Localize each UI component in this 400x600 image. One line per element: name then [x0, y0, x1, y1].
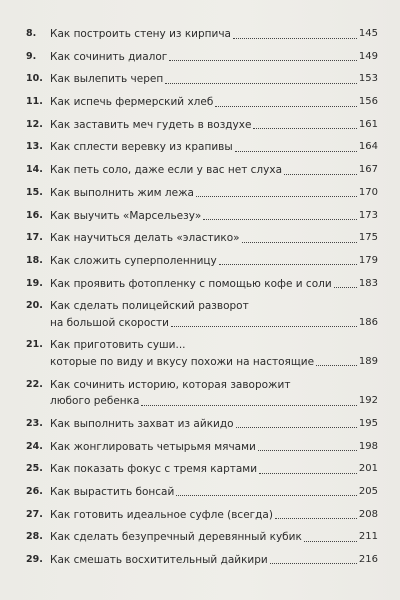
- entry-number: 21.: [26, 339, 43, 351]
- page-number: 201: [358, 463, 378, 475]
- entry-title: Как сочинить историю, которая заворожит: [50, 378, 291, 391]
- entry-number: 25.: [26, 463, 43, 475]
- toc-entry[interactable]: [26, 416, 378, 433]
- entry-title-line: [50, 26, 378, 43]
- entry-title-line: [50, 529, 378, 546]
- entry-title: Как петь соло, даже если у вас нет слуха: [50, 164, 283, 177]
- toc-entry[interactable]: [26, 529, 378, 546]
- toc-entry[interactable]: [26, 377, 378, 410]
- dot-leader: [141, 404, 356, 406]
- dot-leader: [165, 82, 357, 84]
- toc-entry[interactable]: [26, 71, 378, 88]
- page-number: 179: [358, 254, 378, 266]
- entry-number: 28.: [26, 531, 43, 543]
- entry-title: Как сплести веревку из крапивы: [50, 141, 233, 154]
- toc-entry[interactable]: [26, 185, 378, 202]
- page-number: 183: [358, 277, 378, 289]
- page-number: 205: [358, 485, 378, 497]
- entry-number: 17.: [26, 232, 43, 244]
- entry-number: 9.: [26, 50, 37, 62]
- page-number: 161: [358, 118, 378, 130]
- entry-title-line: [50, 94, 378, 111]
- entry-title: Как научиться делать «эластико»: [50, 232, 240, 245]
- entry-body: [50, 49, 378, 66]
- entry-body: [50, 377, 378, 410]
- entry-number: 15.: [26, 186, 43, 198]
- entry-body: [50, 507, 378, 524]
- toc-entry[interactable]: [26, 337, 378, 370]
- entry-title-line: [50, 117, 378, 134]
- entry-body: [50, 439, 378, 456]
- entry-title: Как сделать полицейский разворот: [50, 300, 249, 313]
- page-number: 167: [358, 164, 378, 176]
- entry-number: 12.: [26, 118, 43, 130]
- entry-body: [50, 139, 378, 156]
- toc-entry[interactable]: [26, 117, 378, 134]
- toc-entry[interactable]: [26, 298, 378, 331]
- entry-title: Как готовить идеальное суфле (всегда): [50, 508, 273, 521]
- entry-title: Как построить стену из кирпича: [50, 28, 231, 40]
- entry-title: Как смешать восхитительный дайкири: [50, 553, 268, 566]
- dot-leader: [235, 150, 357, 152]
- entry-body: [50, 185, 378, 202]
- entry-title-line: [50, 298, 378, 315]
- dot-leader: [242, 241, 357, 243]
- page-number: 173: [358, 209, 378, 221]
- toc-entry[interactable]: [26, 162, 378, 179]
- entry-title: Как вылепить череп: [50, 73, 164, 86]
- toc-entry[interactable]: [26, 230, 378, 247]
- dot-leader: [169, 59, 357, 61]
- toc-entry[interactable]: [26, 49, 378, 66]
- entry-title: Как жонглировать четырьмя мячами: [50, 440, 256, 453]
- dot-leader: [316, 364, 357, 366]
- entry-title-line: [50, 71, 378, 88]
- entry-title-line: [50, 230, 378, 247]
- entry-number: 27.: [26, 508, 43, 520]
- toc-entry[interactable]: [26, 94, 378, 111]
- entry-title-line: [50, 393, 378, 410]
- entry-number: 29.: [26, 553, 43, 565]
- page-number: 145: [358, 28, 378, 39]
- entry-number: 18.: [26, 254, 43, 266]
- page-number: 216: [358, 553, 378, 565]
- entry-title-line: [50, 253, 378, 270]
- entry-title: Как сочинить диалог: [50, 50, 168, 63]
- entry-title-line: [50, 49, 378, 66]
- entry-title: которые по виду и вкусу похожи на настоящие: [50, 355, 315, 368]
- toc-entry[interactable]: [26, 208, 378, 225]
- entry-title-line: [50, 377, 378, 394]
- toc-entry[interactable]: [26, 276, 378, 293]
- entry-title-line: [50, 208, 378, 225]
- entry-title-line: [50, 315, 378, 332]
- dot-leader: [275, 517, 357, 519]
- page-number: 208: [358, 508, 378, 520]
- entry-number: 10.: [26, 73, 43, 85]
- entry-body: [50, 552, 378, 569]
- entry-body: [50, 337, 378, 370]
- entry-number: 24.: [26, 440, 43, 452]
- entry-body: [50, 26, 378, 43]
- table-of-contents: [26, 26, 378, 575]
- entry-number: 19.: [26, 277, 43, 289]
- entry-title-line: [50, 337, 378, 354]
- entry-body: [50, 298, 378, 331]
- entry-body: [50, 529, 378, 546]
- entry-title: любого ребенка: [50, 395, 140, 408]
- toc-entry[interactable]: [26, 26, 378, 43]
- page-number: 156: [358, 96, 378, 108]
- page-number: 195: [358, 417, 378, 429]
- toc-entry[interactable]: [26, 253, 378, 270]
- page-number: 164: [358, 141, 378, 153]
- entry-title: Как проявить фотопленку с помощью кофе и соли: [50, 277, 332, 290]
- toc-entry[interactable]: [26, 552, 378, 569]
- entry-title: на большой скорости: [50, 316, 169, 329]
- entry-body: [50, 253, 378, 270]
- entry-title-line: [50, 461, 378, 478]
- entry-title: Как сделать безупречный деревянный кубик: [50, 531, 302, 544]
- page-number: 189: [358, 355, 378, 367]
- entry-title-line: [50, 354, 378, 371]
- entry-title-line: [50, 484, 378, 501]
- page-number: 175: [358, 232, 378, 244]
- entry-body: [50, 461, 378, 478]
- dot-leader: [284, 173, 357, 175]
- entry-title: Как вырастить бонсай: [50, 485, 175, 498]
- dot-leader: [196, 195, 357, 197]
- page-number: 153: [358, 73, 378, 85]
- dot-leader: [203, 218, 357, 220]
- dot-leader: [258, 449, 357, 451]
- page-number: 211: [358, 531, 378, 543]
- entry-body: [50, 230, 378, 247]
- entry-title-line: [50, 439, 378, 456]
- dot-leader: [219, 263, 357, 265]
- entry-number: 26.: [26, 485, 43, 497]
- page-number: 149: [358, 50, 378, 62]
- entry-body: [50, 276, 378, 293]
- entry-body: [50, 71, 378, 88]
- entry-title-line: [50, 162, 378, 179]
- page-number: 192: [358, 395, 378, 407]
- entry-number: 8.: [26, 28, 37, 39]
- entry-title-line: [50, 276, 378, 293]
- entry-title-line: [50, 507, 378, 524]
- dot-leader: [334, 286, 357, 288]
- toc-entry[interactable]: [26, 439, 378, 456]
- dot-leader: [270, 562, 357, 564]
- entry-title: Как заставить меч гудеть в воздухе: [50, 118, 252, 131]
- entry-title: Как приготовить суши...: [50, 339, 186, 352]
- entry-title: Как выполнить захват из айкидо: [50, 417, 234, 430]
- entry-title: Как сложить суперполенницу: [50, 254, 217, 267]
- entry-body: [50, 484, 378, 501]
- entry-title: Как выучить «Марсельезу»: [50, 209, 202, 222]
- dot-leader: [259, 472, 357, 474]
- dot-leader: [176, 494, 357, 496]
- toc-entry[interactable]: [26, 461, 378, 478]
- dot-leader: [233, 37, 357, 39]
- page-number: 186: [358, 316, 378, 328]
- entry-title: Как испечь фермерский хлеб: [50, 96, 214, 109]
- dot-leader: [236, 426, 357, 428]
- entry-title-line: [50, 552, 378, 569]
- entry-number: 20.: [26, 300, 43, 312]
- entry-number: 11.: [26, 96, 43, 108]
- dot-leader: [171, 325, 357, 327]
- dot-leader: [304, 540, 357, 542]
- entry-title-line: [50, 416, 378, 433]
- entry-body: [50, 117, 378, 134]
- entry-title-line: [50, 185, 378, 202]
- entry-body: [50, 162, 378, 179]
- entry-number: 16.: [26, 209, 43, 221]
- toc-entry[interactable]: [26, 484, 378, 501]
- entry-number: 14.: [26, 164, 43, 176]
- entry-title: Как выполнить жим лежа: [50, 186, 194, 199]
- entry-number: 23.: [26, 417, 43, 429]
- page-number: 198: [358, 440, 378, 452]
- entry-number: 13.: [26, 141, 43, 153]
- dot-leader: [253, 127, 356, 129]
- entry-body: [50, 94, 378, 111]
- entry-title-line: [50, 139, 378, 156]
- toc-entry[interactable]: [26, 139, 378, 156]
- entry-number: 22.: [26, 378, 43, 390]
- entry-body: [50, 208, 378, 225]
- page-number: 170: [358, 186, 378, 198]
- dot-leader: [215, 105, 357, 107]
- entry-body: [50, 416, 378, 433]
- entry-title: Как показать фокус с тремя картами: [50, 463, 258, 476]
- toc-entry[interactable]: [26, 507, 378, 524]
